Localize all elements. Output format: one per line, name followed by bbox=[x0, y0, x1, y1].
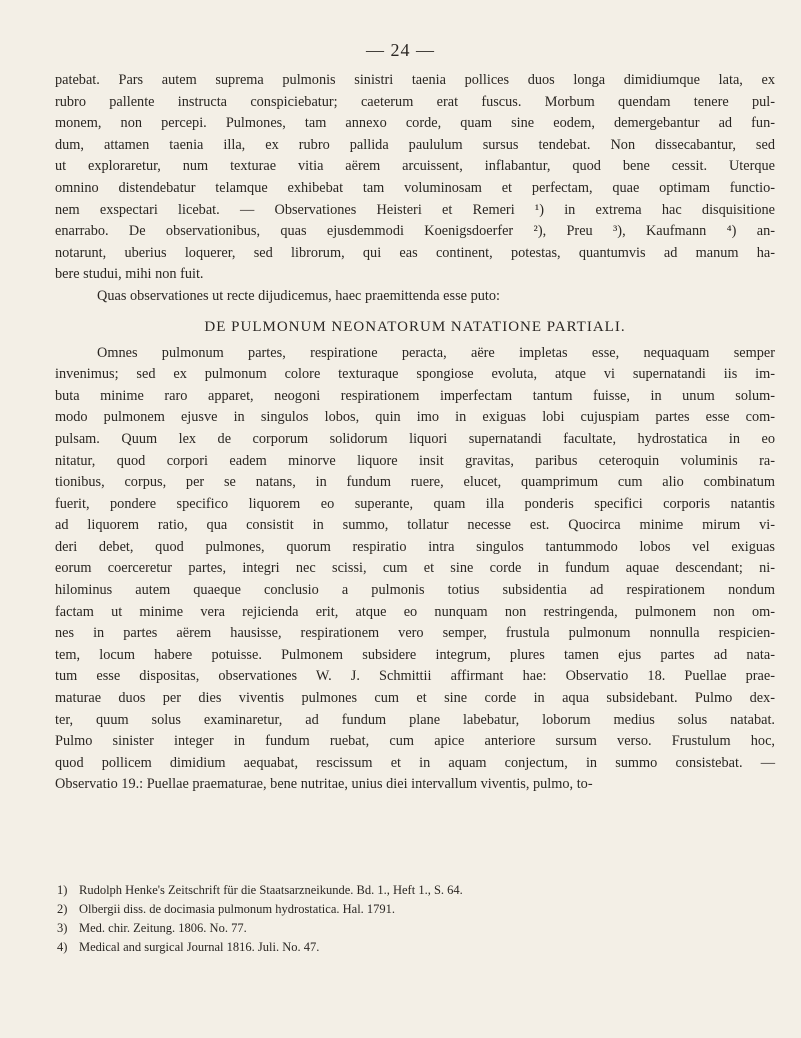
text-line: factam ut minime vera rejicienda erit, atque eo nunquam non restringenda, pulmonem non om- bbox=[55, 603, 775, 620]
text-line: invenimus; sed ex pulmonum colore texturaque spongiose evoluta, atque vi supernatandi iis im- bbox=[55, 366, 775, 383]
text-line: bere studui, mihi non fuit. bbox=[55, 266, 204, 283]
text-line: ad liquorem ratio, qua consistit in summo, tollatur necesse est. Quocirca minime mirum vi- bbox=[55, 517, 775, 534]
footnote-mark: 3) bbox=[57, 921, 68, 935]
text-line: eorum coerceretur partes, integri nec scissi, cum et sine corde in fundum aquae descendant; ni- bbox=[55, 560, 775, 577]
text-line: hilominus autem quaeque conclusio a pulmonis totius subsidentia ad respirationem nondum bbox=[55, 582, 775, 599]
text-line: patebat. Pars autem suprema pulmonis sinistri taenia pollices duos longa dimidiumque lata, ex bbox=[55, 72, 775, 88]
paragraph-3 bbox=[55, 343, 775, 796]
text-line: tionibus, corpus, per se natans, in fundum ruere, elucet, quamprimum cum alio combinatum bbox=[55, 474, 775, 491]
text-line: Omnes pulmonum partes, respiratione peracta, aëre impletas esse, nequaquam semper bbox=[97, 344, 775, 361]
text-line: dum, attamen taenia illa, ex rubro pallida paululum sursus tendebat. Non dissecabantur, sed bbox=[55, 136, 775, 153]
text-line: Pulmo sinister integer in fundum ruebat, cum apice anteriore sursum verso. Frustulum hoc, bbox=[55, 733, 775, 750]
text-line: nitatur, quod corpori eadem minorve liquore insit gravitas, paribus ceteroquin voluminis ra- bbox=[55, 452, 775, 469]
text-line: ut exploraretur, num texturae vitia aërem arcuissent, inflabantur, quod bene cessit. Uterque bbox=[55, 158, 775, 175]
text-line: quod pollicem dimidium aequabat, rescissum et in aquam conjectum, in summo consistebat. — bbox=[55, 754, 775, 771]
text-line: monem, non percepi. Pulmones, tam annexo corde, quam sine eodem, demergebantur ad fun- bbox=[55, 115, 775, 132]
text-line: nem exspectari licebat. — Observationes Heisteri et Remeri ¹) in extrema hac disquisitione bbox=[55, 201, 775, 218]
text-line: ter, quum solus examinaretur, ad fundum plane labebatur, loborum medius solus natabat. bbox=[55, 711, 775, 728]
footnote-mark: 2) bbox=[57, 902, 68, 916]
text-line: modo pulmonem ejusve in singulos lobos, quin imo in exiguas lobi cujuspiam partes esse com- bbox=[55, 409, 775, 426]
paragraph-2 bbox=[55, 286, 775, 308]
footnote bbox=[55, 881, 775, 900]
text-line: deri debet, quod pulmones, quorum respiratio intra singulos tantummodo lobos vel exiguas bbox=[55, 538, 775, 555]
paragraph-1 bbox=[55, 70, 775, 286]
text-line: fuerit, pondere specifico liquorem eo superante, quam illa ponderis specifici corporis natantis bbox=[55, 495, 775, 512]
footnote bbox=[55, 900, 775, 919]
footnote-text: Rudolph Henke's Zeitschrift für die Staatsarzneikunde. Bd. 1., Heft 1., S. 64. bbox=[79, 883, 463, 897]
text-line: pulsam. Quum lex de corporum solidorum liquori supernatandi facultate, hydrostatica in eo bbox=[55, 430, 775, 447]
text-line: Quas observationes ut recte dijudicemus, haec praemittenda esse puto: bbox=[97, 287, 500, 304]
text-line: Observatio 19.: Puellae praematurae, bene nutritae, unius diei intervallum viventis, pulmo, to- bbox=[55, 776, 593, 793]
footnote-text: Olbergii diss. de docimasia pulmonum hydrostatica. Hal. 1791. bbox=[79, 902, 396, 916]
footnote-text: Med. chir. Zeitung. 1806. No. 77. bbox=[79, 921, 247, 935]
footnote bbox=[55, 919, 775, 938]
text-line: maturae duos per dies viventis pulmones cum et sine corde in aqua subsidebant. Pulmo dex- bbox=[55, 690, 775, 707]
body-text bbox=[55, 70, 775, 796]
footnote bbox=[55, 938, 775, 957]
footnotes bbox=[55, 881, 775, 957]
text-line: buta minime raro apparet, neogoni respirationem imperfectam tantum fuisse, in unum solum- bbox=[55, 387, 775, 404]
footnote-mark: 1) bbox=[57, 883, 68, 897]
text-line: omnino distendebatur telamque exhibebat tam voluminosam et perfectam, quae optimam functio- bbox=[55, 179, 775, 196]
text-line: notarunt, uberius loquerer, sed librorum, qui eas continent, potestas, quantumvis ad manum ha- bbox=[55, 244, 775, 261]
footnote-mark: 4) bbox=[57, 940, 68, 954]
text-line: rubro pallente instructa conspiciebatur; caeterum erat fuscus. Morbum quendam tenere pul- bbox=[55, 93, 775, 110]
section-heading: DE PULMONUM NEONATORUM NATATIONE PARTIALI. bbox=[204, 318, 626, 335]
footnote-text: Medical and surgical Journal 1816. Juli. No. 47. bbox=[79, 940, 320, 954]
text-line: tum esse dispositas, observationes W. J. Schmittii affirmant hae: Observatio 18. Puellae prae- bbox=[55, 668, 775, 685]
text-line: enarrabo. De observationibus, quas ejusdemmodi Koenigsdoerfer ²), Preu ³), Kaufmann ⁴) an- bbox=[55, 223, 775, 240]
page-number: — 24 — bbox=[366, 40, 435, 60]
text-line: nes in partes aërem hausisse, respirationem vero semper, frustula pulmonum nonnulla respicien- bbox=[55, 625, 775, 642]
text-line: tem, locum habere potuisse. Pulmonem subsidere integrum, plures tamen ejus partes ad nata- bbox=[55, 646, 775, 663]
